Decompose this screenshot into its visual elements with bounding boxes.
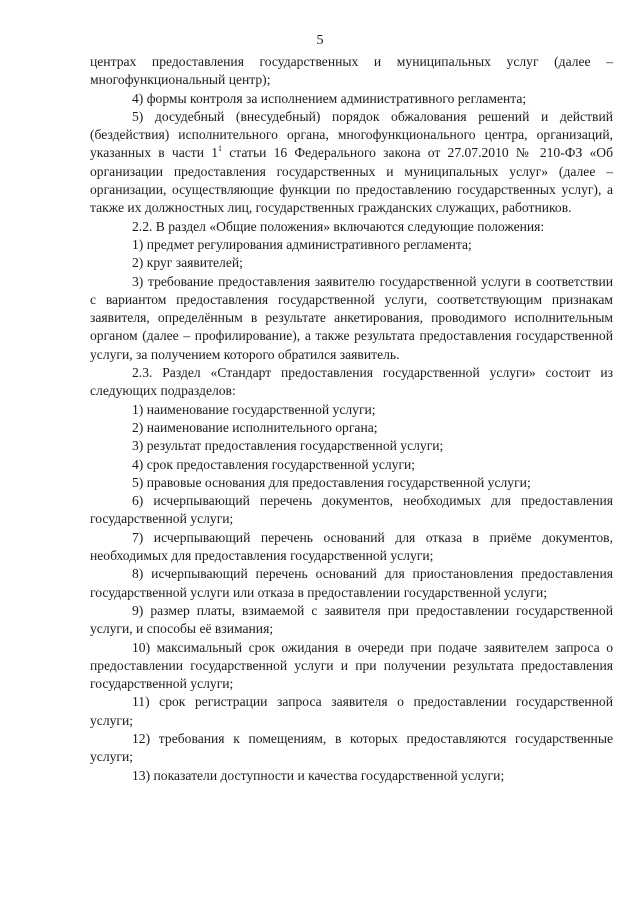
paragraph: [90, 108, 613, 218]
superscript: 1: [218, 144, 223, 154]
paragraph: 4) срок предоставления государственной услуги;: [132, 456, 416, 472]
paragraph: 13) показатели доступности и качества государственной услуги;: [132, 767, 505, 783]
paragraph: 12) требования к помещениям, в которых предоставляются государственные услуги;: [90, 730, 613, 765]
paragraph: 5) правовые основания для предоставления государственной услуги;: [132, 474, 531, 490]
paragraph: 2.2. В раздел «Общие положения» включаются следующие положения:: [132, 218, 545, 234]
paragraph-text: статьи 16 Федерального закона от 27.07.2010 № 210-ФЗ «Об организации предоставления государственных и муниципальных услуг» (далее – организации, осуществляющие функции по предоставлению государственных услуг), а также их должностных лиц, государственных гражданских служащих, работников.: [90, 145, 613, 216]
paragraph: центрах предоставления государственных и муниципальных услуг (далее – многофункциональный центр);: [90, 54, 613, 88]
paragraph: 7) исчерпывающий перечень оснований для отказа в приёме документов, необходимых для предоставления государственной услуги;: [90, 529, 613, 564]
paragraph-text: 5) досудебный (внесудебный) порядок обжалования решений и действий (бездействия) исполнительного органа, многофункционального центра, организаций, указанных в части 1: [90, 108, 613, 161]
paragraph: 11) срок регистрации запроса заявителя о предоставлении государственной услуги;: [90, 694, 613, 728]
paragraph: 3) требование предоставления заявителю государственной услуги в соответствии с вариантом предоставления государственной услуги, соответствующим признакам заявителя, определённым в результате анкетирования, проводимого исполнительным органом (далее – профилирование), а также результата предоставления государственной услуги, за получением которого обратился заявитель.: [90, 273, 613, 362]
paragraph: 6) исчерпывающий перечень документов, необходимых для предоставления государственной услуги;: [90, 493, 613, 527]
paragraph: 1) наименование государственной услуги;: [132, 401, 376, 417]
paragraph: 2) наименование исполнительного органа;: [132, 419, 378, 435]
paragraph: 10) максимальный срок ожидания в очереди при подаче заявителем запроса о предоставлении государственной услуги и при получении результата предоставления государственной услуги;: [90, 639, 613, 692]
paragraph: 3) результат предоставления государственной услуги;: [132, 438, 444, 454]
document-body: [90, 53, 613, 785]
page-number: 5: [316, 33, 324, 48]
paragraph: 2) круг заявителей;: [132, 255, 243, 271]
paragraph: 8) исчерпывающий перечень оснований для приостановления предоставления государственной услуги или отказа в предоставлении государственной услуги;: [90, 566, 613, 600]
paragraph: 1) предмет регулирования административного регламента;: [132, 236, 472, 252]
paragraph: 2.3. Раздел «Стандарт предоставления государственной услуги» состоит из следующих подразделов:: [90, 365, 613, 399]
paragraph: 9) размер платы, взимаемой с заявителя при предоставлении государственной услуги, и способы её взимания;: [90, 602, 613, 637]
paragraph: 4) формы контроля за исполнением административного регламента;: [132, 90, 527, 106]
